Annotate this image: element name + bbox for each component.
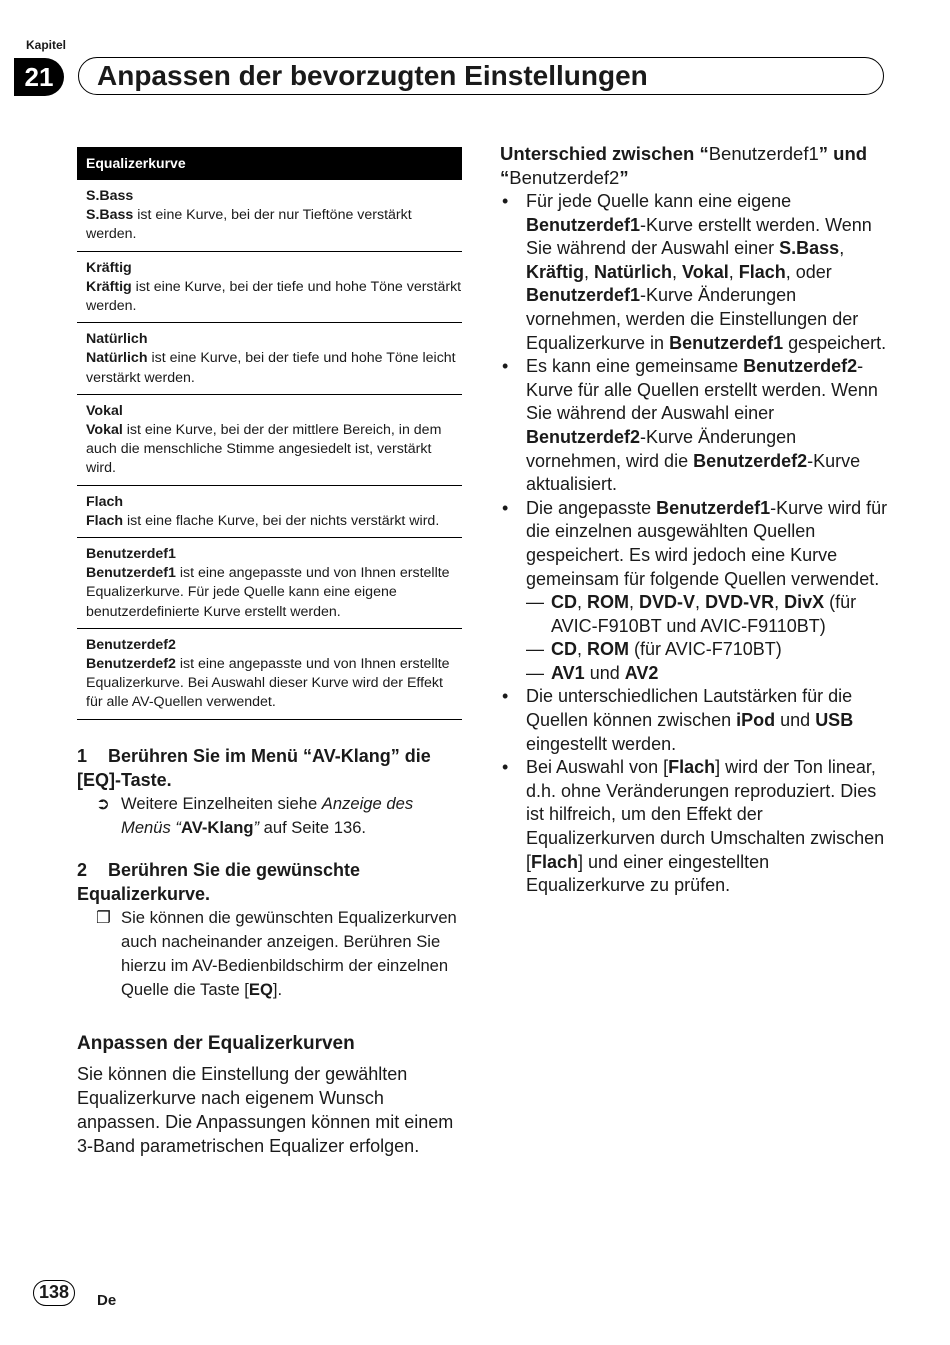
row-text: Benutzerdef1 ist eine angepasste und von Ihnen erstellte Equalizerkurve. Für jede Quelle kann eine eigene benutzerdefinierte Kurve erstellt werden. (86, 565, 450, 620)
right-column (500, 142, 890, 898)
kapitel-label: Kapitel (26, 38, 67, 52)
list-item: • Die unterschiedlichen Lautstärken für die Quellen können zwischen iPod und USB eingestellt werden. (502, 686, 854, 754)
section-body: Sie können die Einstellung der gewählten Equalizerkurve nach eigenem Wunsch anpassen. Die Anpassungen können mit einem 3-Band parametrischen Equalizer erfolgen. (77, 1063, 454, 1156)
step-1 (77, 744, 462, 792)
row-title: Flach (86, 493, 124, 510)
row-text: Kräftig ist eine Kurve, bei der tiefe und hohe Töne verstärkt werden. (86, 278, 462, 315)
step-2 (77, 858, 462, 906)
bullet-icon: • (502, 356, 509, 377)
equalizer-table-heading: Equalizerkurve (77, 147, 462, 180)
sub-list-item: — CD, ROM (für AVIC-F710BT) (500, 638, 890, 662)
row-title: S.Bass (86, 188, 134, 204)
table-row (77, 323, 462, 395)
sub-list-item: — CD, ROM, DVD-V, DVD-VR, DivX (für AVIC-F910BT und AVIC-F9110BT) (526, 592, 857, 636)
bullet-icon: • (502, 191, 509, 211)
step-1-note: ➲ Weitere Einzelheiten siehe Anzeige des Menüs “AV-Klang” auf Seite 136. (96, 793, 414, 837)
table-row (77, 486, 462, 538)
equalizer-table (77, 180, 462, 720)
row-text: Benutzerdef2 ist eine angepasste und von Ihnen erstellte Equalizerkurve. Bei Auswahl dieser Kurve wird der Effekt für alle AV-Quellen verwendet. (86, 656, 450, 711)
row-text: Vokal ist eine Kurve, bei der der mittlere Bereich, in dem auch die menschliche Stimme angesiedelt ist, verstärkt wird. (86, 422, 442, 477)
chapter-number-badge: 21 (14, 58, 64, 96)
arrow-icon: ➲ (96, 793, 110, 813)
bullet-icon: • (502, 757, 509, 778)
bullet-icon: • (502, 686, 509, 707)
list-item: • Für jede Quelle kann eine eigene Benutzerdef1-Kurve erstellt werden. Wenn Sie während der Auswahl einer S.Bass, Kräftig, Natürlich, Vokal, Flach, oder Benutzerdef1-Kurve Änderungen vornehmen, werden die Einstellungen der Equalizerkurve in Benutzerdef1 gespeichert. (502, 191, 887, 353)
step-text: Berühren Sie die gewünschte Equalizerkurve. (77, 859, 361, 904)
left-column (77, 147, 462, 1158)
sub-list-item: — AV1 und AV2 (500, 662, 890, 686)
page-number: 138 (33, 1280, 75, 1306)
bullet-icon: • (502, 497, 509, 518)
step-2-note: ❐ Sie können die gewünschten Equalizerkurven auch nacheinander anzeigen. Berühren Sie hierzu im AV-Bedienbildschirm der einzelnen Quelle die Taste [EQ]. (96, 907, 457, 999)
row-text: Flach ist eine flache Kurve, bei der nichts verstärkt wird. (86, 512, 440, 529)
row-title: Vokal (86, 402, 123, 419)
section-title: Anpassen der Equalizerkurven (77, 1032, 355, 1054)
dash-icon: — (526, 639, 544, 660)
table-row (77, 180, 462, 252)
chapter-title: Anpassen der bevorzugten Einstellungen (97, 60, 648, 91)
table-row (77, 629, 462, 720)
row-title: Kräftig (86, 259, 132, 276)
step-text: Berühren Sie im Menü “AV-Klang” die [EQ]-Taste. (77, 745, 431, 790)
row-title: Benutzerdef2 (86, 636, 176, 653)
table-row (77, 538, 462, 629)
language-code: De (97, 1292, 117, 1309)
subsection-title: Unterschied zwischen “Benutzerdef1” und “Benutzerdef2” (500, 143, 868, 188)
list-item: • Es kann eine gemeinsame Benutzerdef2-Kurve für alle Quellen erstellt werden. Wenn Sie während der Auswahl einer Benutzerdef2-Kurve Änderungen vornehmen, wird die Benutzerdef2-Kurve aktualisiert. (502, 356, 878, 495)
checkbox-icon: ❐ (96, 907, 111, 927)
row-title: Natürlich (86, 331, 148, 348)
row-text: S.Bass ist eine Kurve, bei der nur Tieftöne verstärkt werden. (86, 207, 412, 243)
list-item: • Bei Auswahl von [Flach] wird der Ton linear, d.h. ohne Veränderungen reproduziert. Dies ist hilfreich, um den Effekt der Equalizerkurven durch Umschalten zwischen [Flach] und einer eingestellten Equalizerkurve zu prüfen. (502, 757, 885, 896)
table-row (77, 395, 462, 486)
table-row (77, 252, 462, 324)
row-text: Natürlich ist eine Kurve, bei der tiefe und hohe Töne leicht verstärkt werden. (86, 350, 456, 386)
step-number: 1 (77, 745, 88, 766)
dash-icon: — (526, 662, 544, 683)
row-title: Benutzerdef1 (86, 546, 176, 563)
dash-icon: — (526, 592, 544, 613)
step-number: 2 (77, 859, 88, 880)
list-item: • Die angepasste Benutzerdef1-Kurve wird für die einzelnen ausgewählten Quellen gespeichert. Es wird jedoch eine Kurve gemeinsam für folgende Quellen verwendet. (502, 497, 888, 589)
